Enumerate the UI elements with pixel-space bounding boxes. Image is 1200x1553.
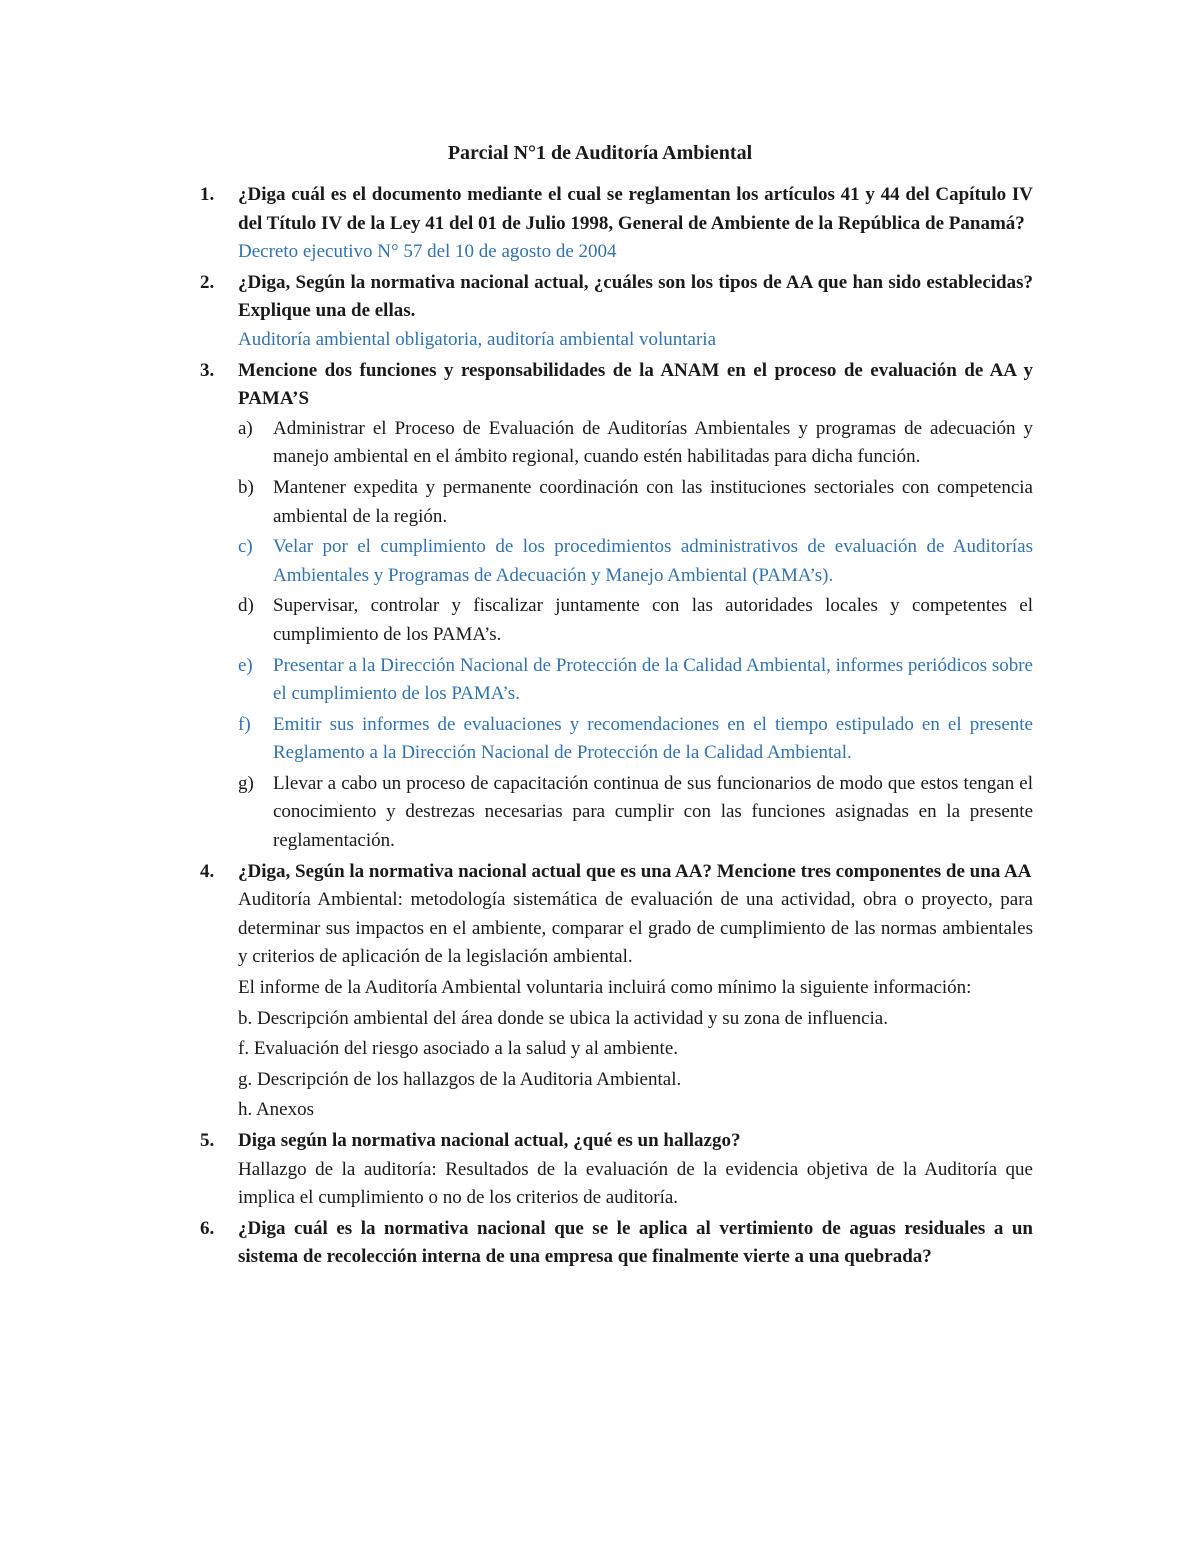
list-item-text: Administrar el Proceso de Evaluación de Auditorías Ambientales y programas de adecuación y manejo ambiental en el ámbito regional, cuando estén habilitadas para dicha función. — [273, 417, 1033, 468]
list-item-text: Velar por el cumplimiento de los procedimientos administrativos de evaluación de Auditorías Ambientales y Programas de Adecuación y Manejo Ambiental (PAMA’s). — [273, 536, 1033, 586]
question-text: ¿Diga cuál es el documento mediante el cual se reglamentan los artículos 41 y 44 del Capítulo IV del Título IV de la Ley 41 del 01 de Julio 1998, General de Ambiente de la República de Panamá? — [238, 184, 1033, 234]
question-3 — [200, 357, 1033, 856]
question-text: ¿Diga cuál es la normativa nacional que se le aplica al vertimiento de aguas residuales a un sistema de recolección interna de una empresa que finalmente vierte a una quebrada? — [238, 1217, 1033, 1268]
question-number: 3. — [200, 359, 215, 381]
list-item-marker: g) — [238, 772, 254, 794]
list-item-marker: e) — [238, 654, 253, 676]
question-text: Mencione dos funciones y responsabilidades de la ANAM en el proceso de evaluación de AA y PAMA’S — [238, 359, 1033, 410]
list-item-text: Emitir sus informes de evaluaciones y recomendaciones en el tiempo estipulado en el presente Reglamento a la Dirección Nacional de Protección de la Calidad Ambiental. — [273, 713, 1033, 764]
list-item-marker: a) — [238, 417, 253, 439]
page-title: Parcial N°1 de Auditoría Ambiental — [447, 142, 753, 164]
question-text: ¿Diga, Según la normativa nacional actual que es una AA? Mencione tres componentes de una AA — [238, 860, 1032, 882]
list-item — [238, 415, 1033, 472]
question-number: 6. — [200, 1217, 215, 1239]
question-number: 2. — [200, 271, 215, 293]
list-item-marker: b) — [238, 476, 254, 498]
list-item — [238, 652, 1033, 709]
question-text: Diga según la normativa nacional actual, ¿qué es un hallazgo? — [238, 1130, 741, 1151]
list-item — [238, 533, 1033, 590]
list-item-text: Mantener expedita y permanente coordinación con las instituciones sectoriales con competencia ambiental de la región. — [273, 476, 1033, 527]
list-item-marker: c) — [238, 536, 253, 558]
answer-text: Decreto ejecutivo N° 57 del 10 de agosto de 2004 — [238, 241, 617, 263]
list-item — [238, 711, 1033, 768]
answer-paragraph: h. Anexos — [238, 1099, 314, 1121]
question-2 — [200, 269, 1033, 355]
answer-paragraph: b. Descripción ambiental del área donde se ubica la actividad y su zona de influencia. — [238, 1007, 888, 1029]
question-6 — [200, 1215, 1033, 1272]
list-item — [238, 592, 1033, 649]
answer-paragraph: g. Descripción de los hallazgos de la Auditoria Ambiental. — [238, 1068, 682, 1090]
question-number: 5. — [200, 1130, 215, 1151]
answer-paragraph: Auditoría Ambiental: metodología sistemática de evaluación de una actividad, obra o proyecto, para determinar sus impactos en el ambiente, comparar el grado de cumplimiento de las normas ambientales y criterios de aplicación de la legislación ambiental. — [238, 889, 1033, 968]
question-1 — [200, 181, 1033, 267]
list-item-marker: f) — [238, 713, 251, 735]
list-item-text: Supervisar, controlar y fiscalizar juntamente con las autoridades locales y competentes el cumplimiento de los PAMA’s. — [273, 595, 1033, 645]
answer-paragraph: Hallazgo de la auditoría: Resultados de la evaluación de la evidencia objetiva de la Auditoría que implica el cumplimiento o no de los criterios de auditoría. — [238, 1158, 1033, 1209]
question-number: 1. — [200, 184, 215, 205]
list-item-marker: d) — [238, 595, 254, 617]
question-list — [200, 181, 1033, 1274]
question-text: ¿Diga, Según la normativa nacional actual, ¿cuáles son los tipos de AA que han sido establecidas? Explique una de ellas. — [238, 271, 1033, 322]
question-number: 4. — [200, 860, 215, 882]
answer-list — [238, 415, 1033, 856]
list-item-text: Presentar a la Dirección Nacional de Protección de la Calidad Ambiental, informes periódicos sobre el cumplimiento de los PAMA’s. — [273, 654, 1033, 705]
question-4 — [200, 858, 1033, 1125]
list-item — [238, 474, 1033, 531]
question-5 — [200, 1127, 1033, 1213]
answer-paragraph: El informe de la Auditoría Ambiental voluntaria incluirá como mínimo la siguiente información: — [238, 977, 972, 999]
list-item — [238, 770, 1033, 856]
answer-text: Auditoría ambiental obligatoria, auditoría ambiental voluntaria — [238, 328, 717, 350]
answer-paragraph: f. Evaluación del riesgo asociado a la salud y al ambiente. — [238, 1038, 679, 1060]
list-item-text: Llevar a cabo un proceso de capacitación continua de sus funcionarios de modo que estos tengan el conocimiento y destrezas necesarias para cumplir con las funciones asignadas en la presente reglamentación. — [273, 772, 1033, 852]
